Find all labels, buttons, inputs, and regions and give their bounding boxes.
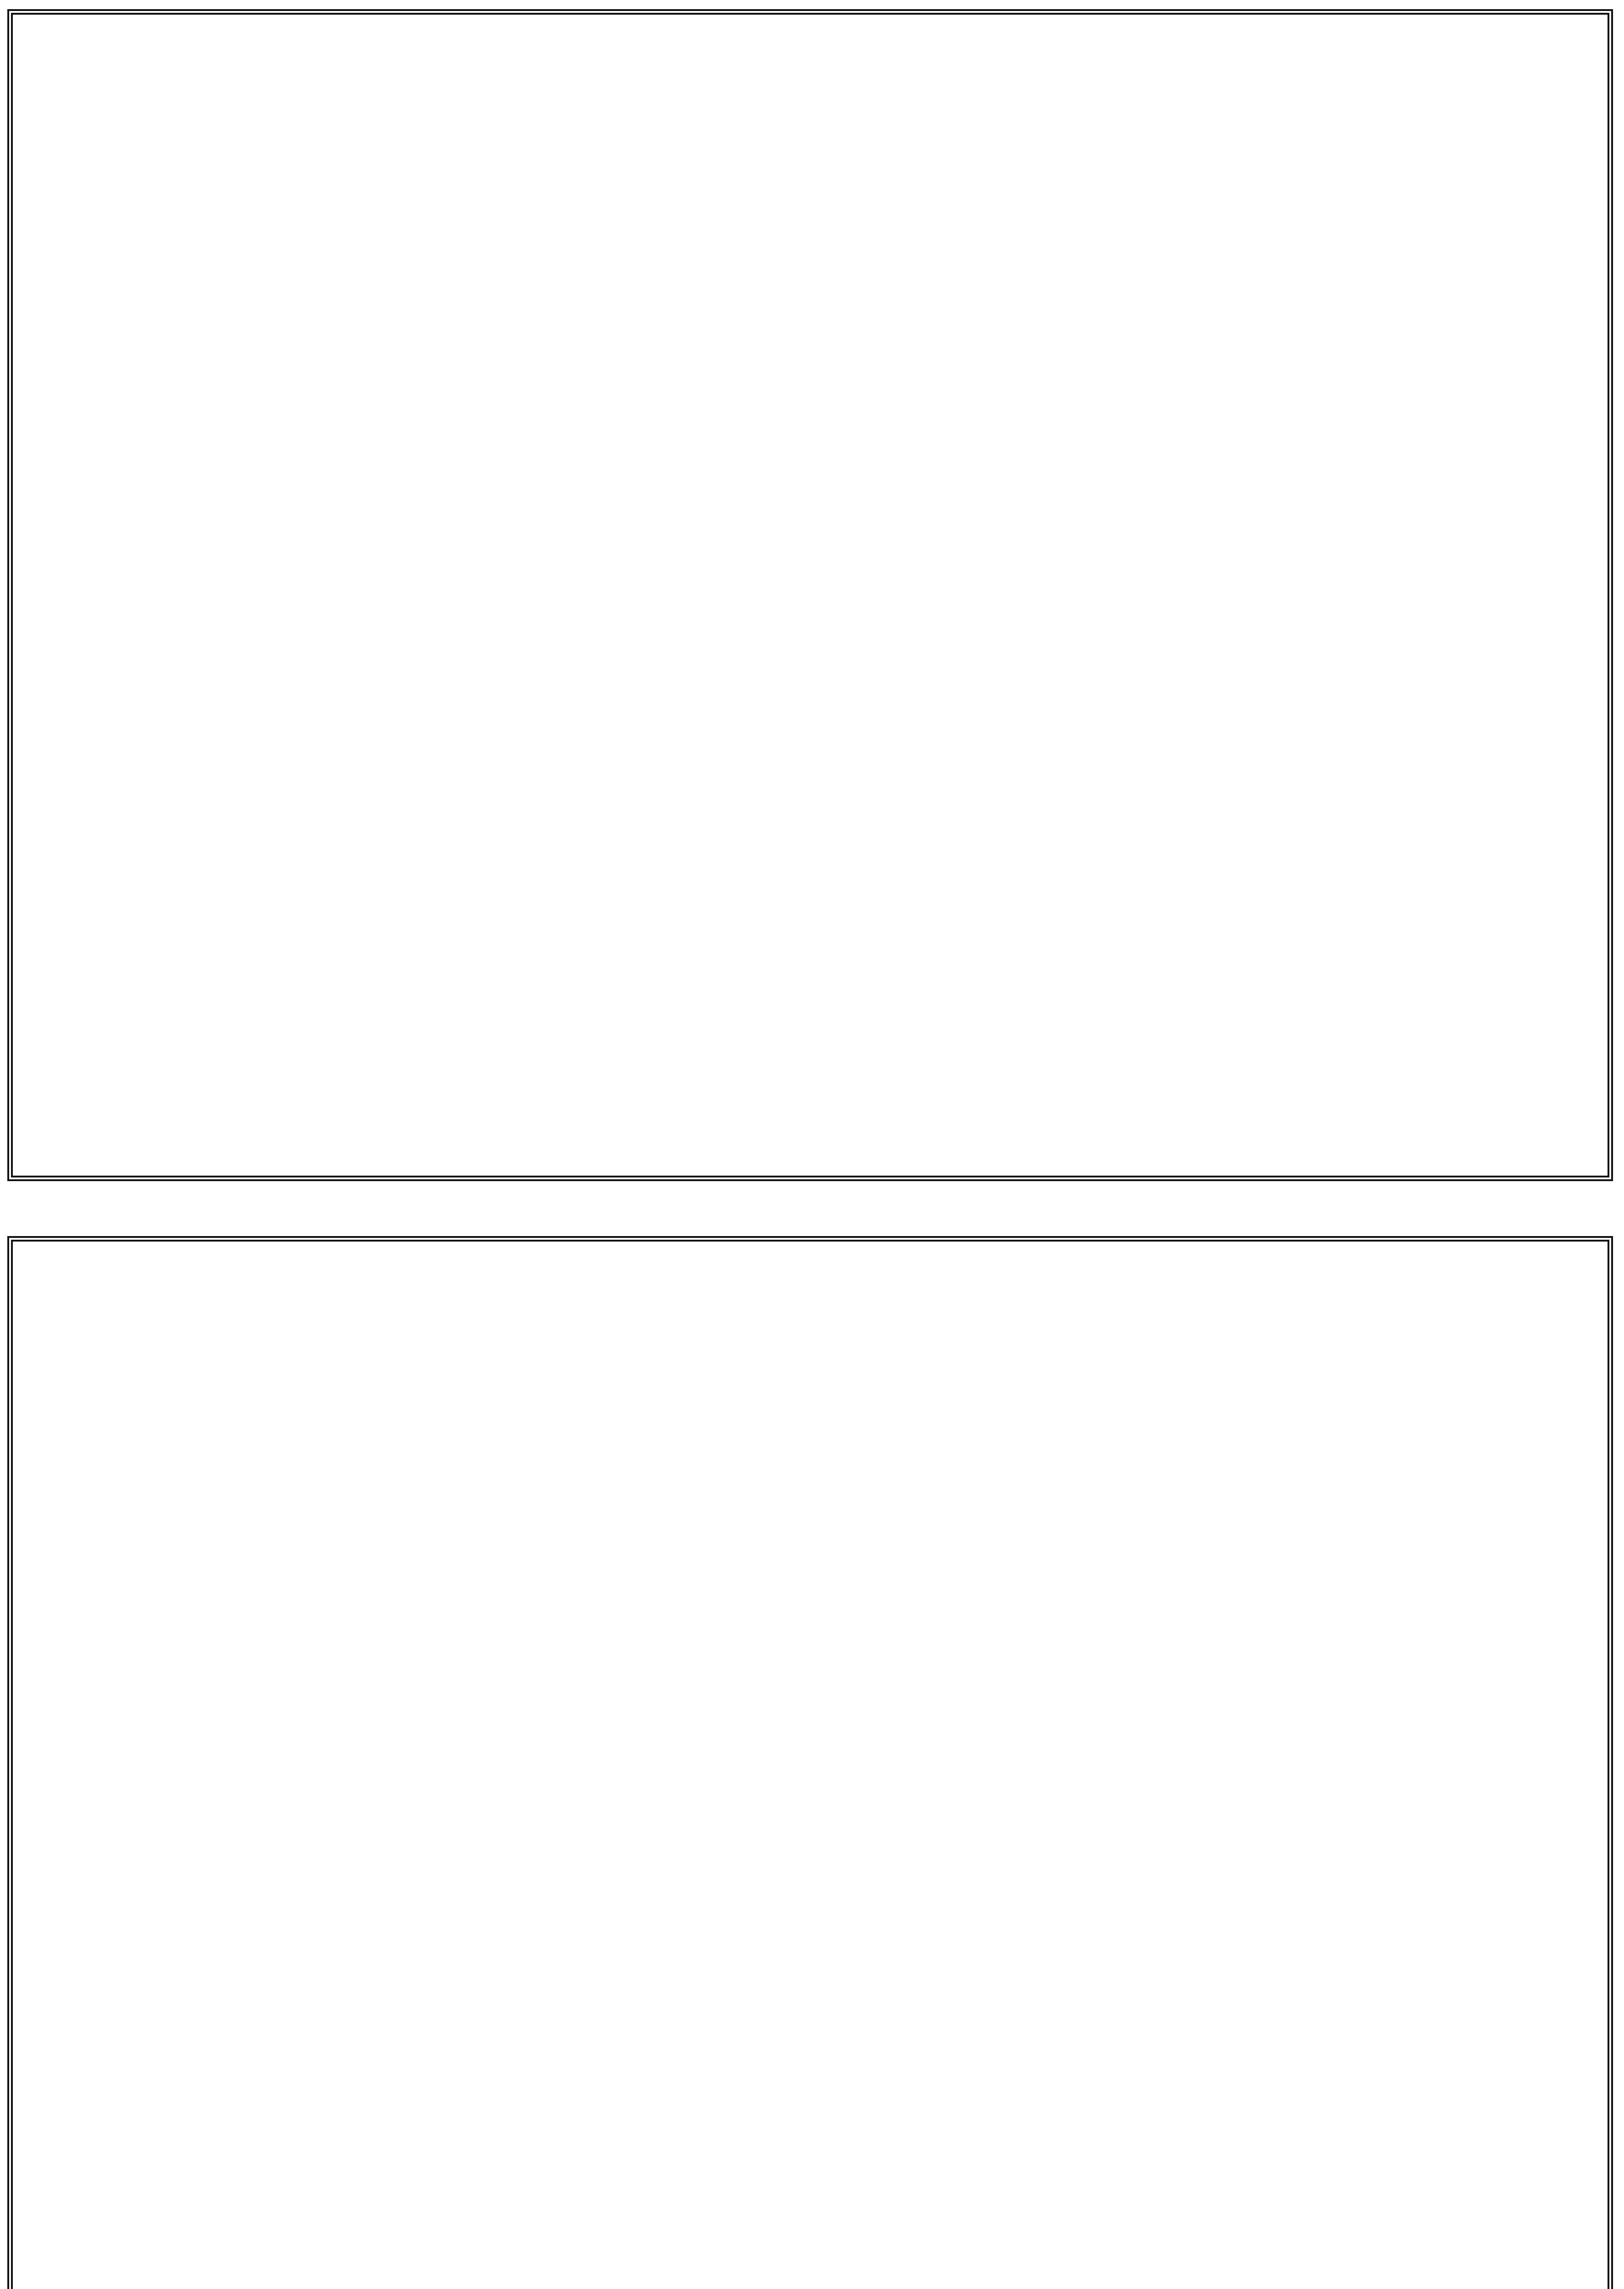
bottom-half-page bbox=[7, 1236, 1613, 2289]
top-half-page bbox=[7, 9, 1613, 1181]
bottom-columns bbox=[13, 1242, 1608, 2289]
top-columns bbox=[13, 15, 1608, 1176]
